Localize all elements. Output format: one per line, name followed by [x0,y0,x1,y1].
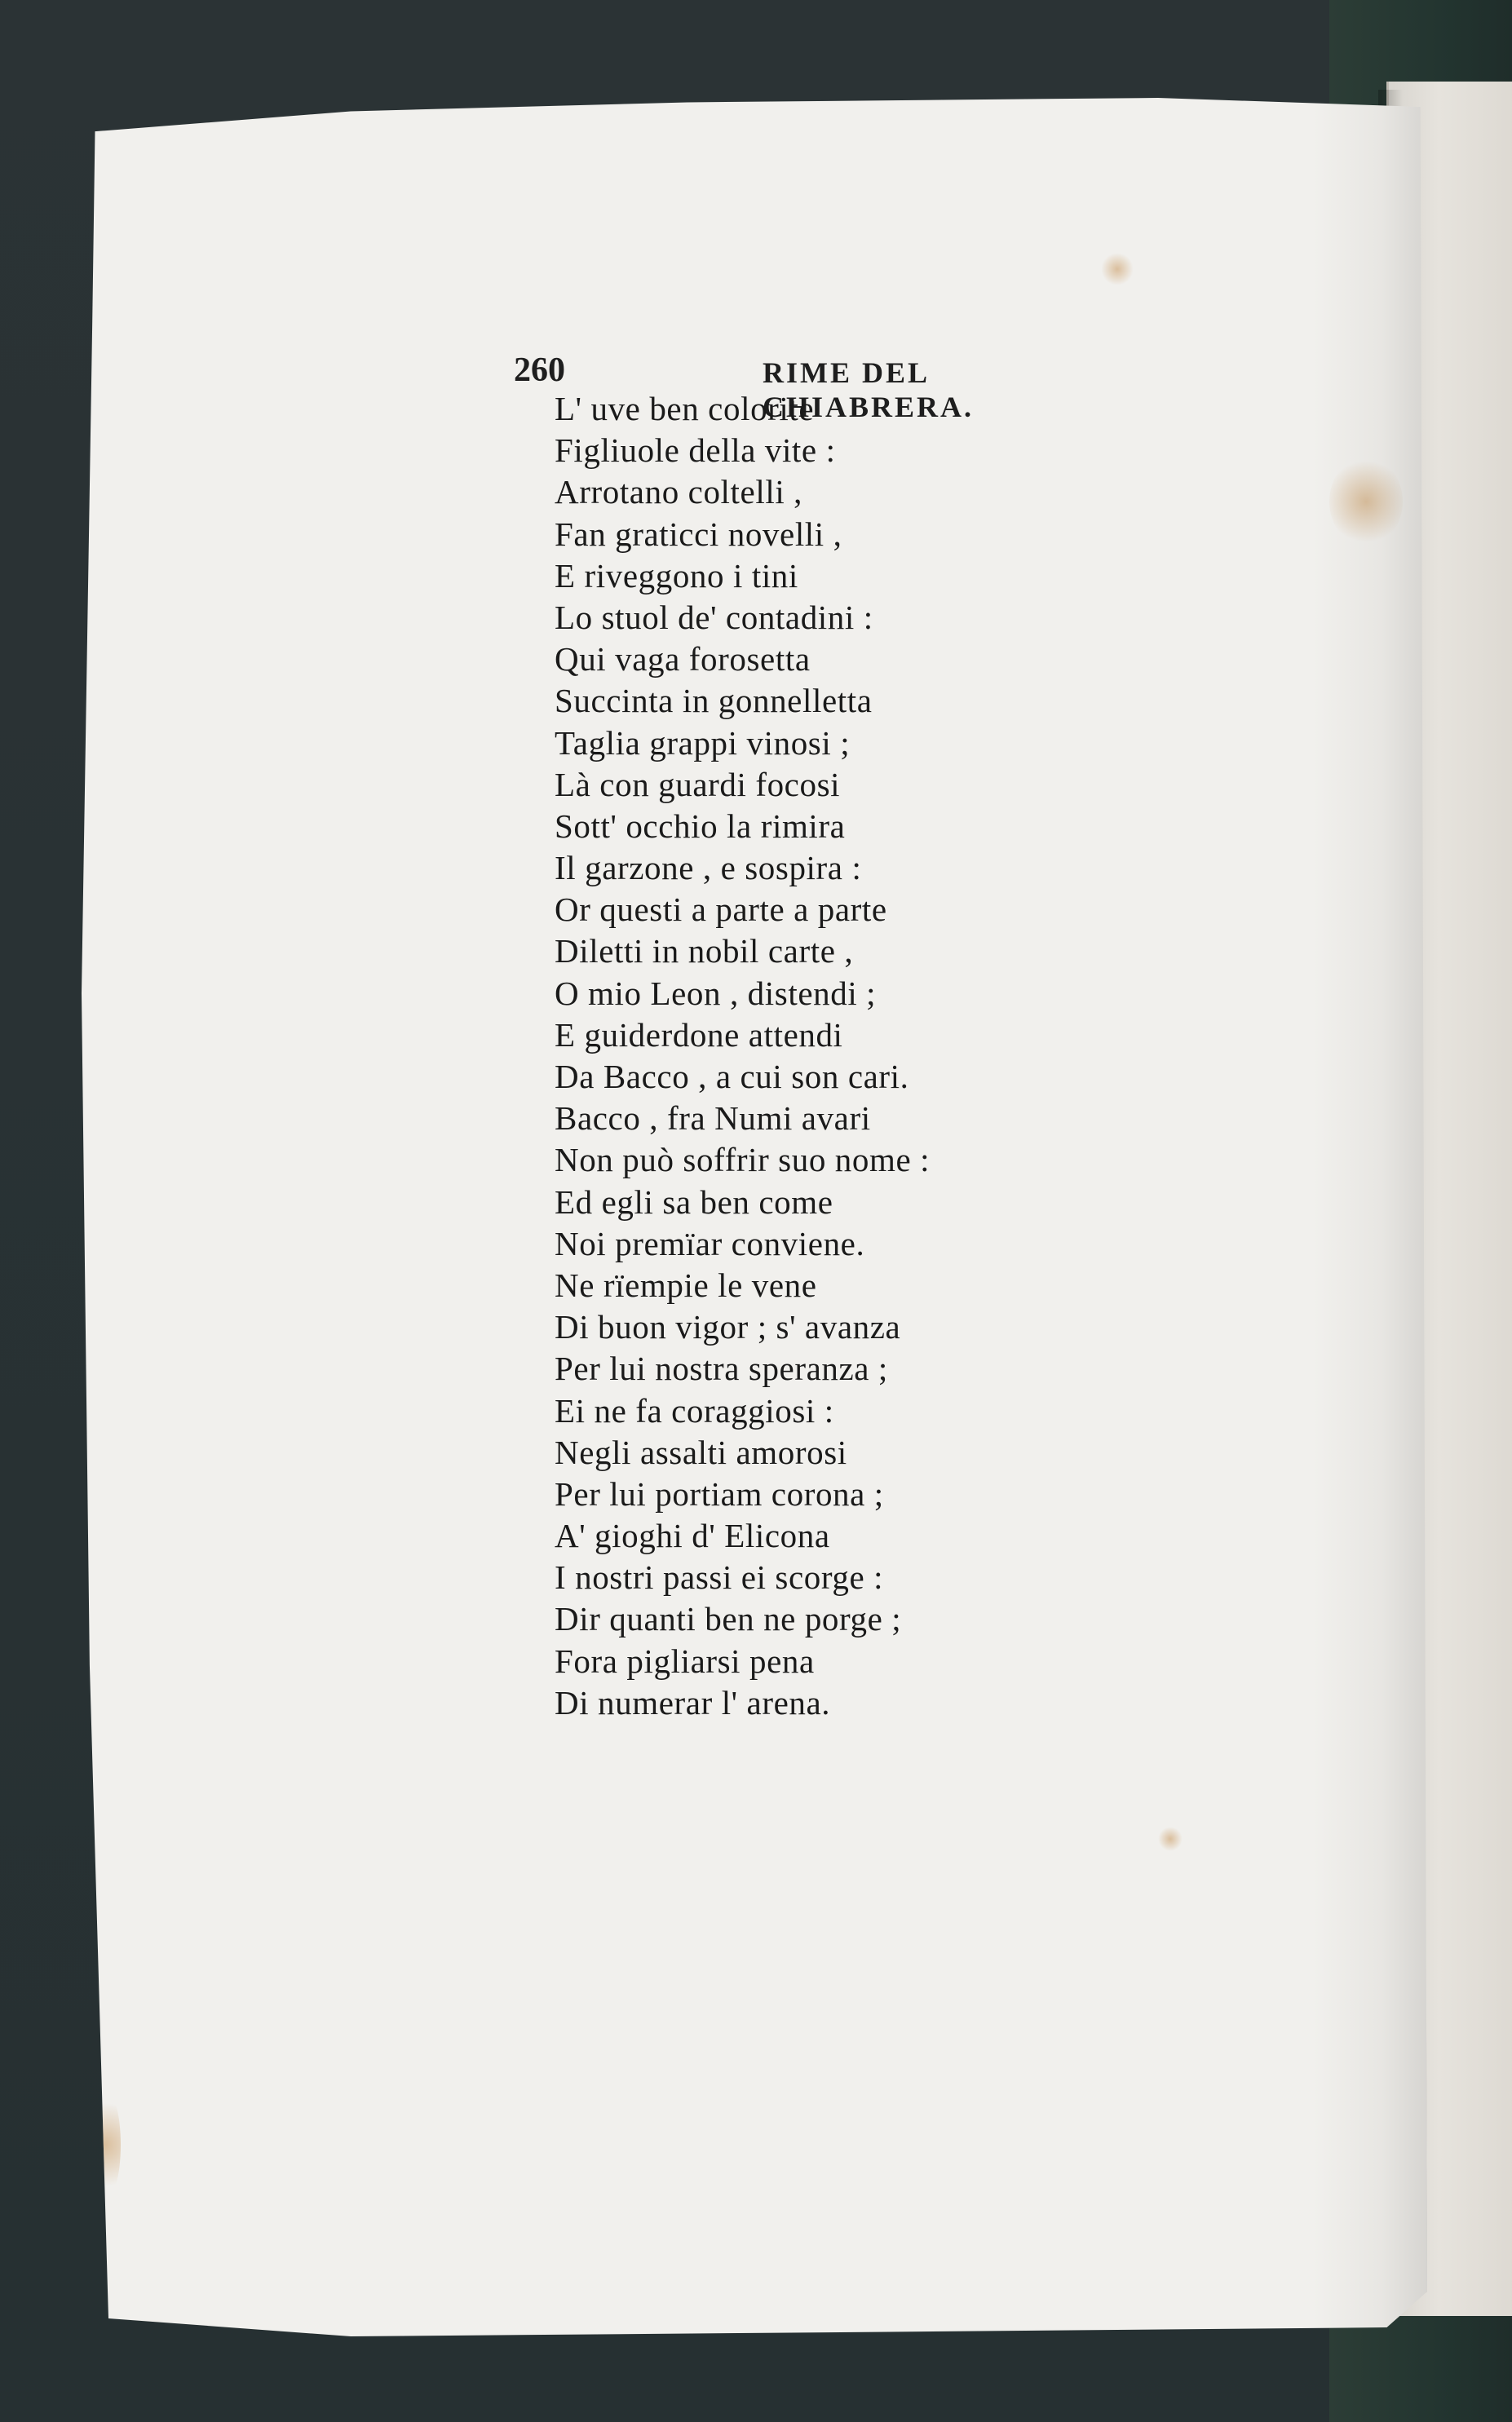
poem-line: Lo stuol de' contadini : [555,598,873,636]
poem-line: Succinta in gonnelletta [555,682,873,720]
running-head: RIME DEL CHIABRERA. [763,356,975,423]
poem-line: I nostri passi ei scorge : [555,1558,884,1597]
poem-line: Il garzone , e sospira : [555,849,862,887]
poem-line: Diletti in nobil carte , [555,932,854,970]
poem-line: Da Bacco , a cui son cari. [555,1058,909,1095]
foxing-stain [1158,1827,1183,1851]
poem-line: E riveggono i tini [555,556,798,594]
poem-line: Di buon vigor ; s' avanza [555,1308,901,1346]
poem-line: Or questi a parte a parte [555,891,887,929]
poem-text [555,388,1289,1724]
poem-line: Non può soffrir suo nome : [555,1141,931,1179]
poem-line: Bacco , fra Numi avari [555,1099,871,1138]
poem-line: Ei ne fa coraggiosi : [555,1391,834,1430]
poem-line: Qui vaga forosetta [555,640,811,678]
poem-line: Fora pigliarsi pena [555,1642,815,1680]
foxing-stain [1101,253,1134,285]
poem-line: Sott' occhio la rimira [555,807,846,845]
foxing-stain [88,2088,121,2202]
foxing-stain [1329,457,1403,546]
poem-line: O mio Leon , distendi ; [555,974,877,1012]
poem-line: Per lui nostra speranza ; [555,1350,888,1388]
poem-line: Noi premïar conviene. [555,1224,865,1262]
poem-line: E guiderdone attendi [555,1015,843,1054]
poem-line: Di numerar l' arena. [555,1683,831,1721]
poem-line: Taglia grappi vinosi ; [555,723,851,762]
page-number: 260 [514,351,565,389]
poem-line: Là con guardi focosi [555,765,841,803]
poem-line: L' uve ben colorite [555,390,815,427]
poem-line: A' gioghi d' Elicona [555,1517,830,1555]
poem-line: Figliuole della vite : [555,431,836,470]
poem-line: Ne rïempie le vene [555,1266,817,1304]
poem-line: Arrotano coltelli , [555,473,803,511]
poem-line: Negli assalti amorosi [555,1433,847,1471]
poem-line: Per lui portiam corona ; [555,1474,884,1513]
poem-line: Dir quanti ben ne porge ; [555,1600,902,1638]
poem-line: Ed egli sa ben come [555,1182,833,1221]
poem-line: Fan graticci novelli , [555,515,842,553]
